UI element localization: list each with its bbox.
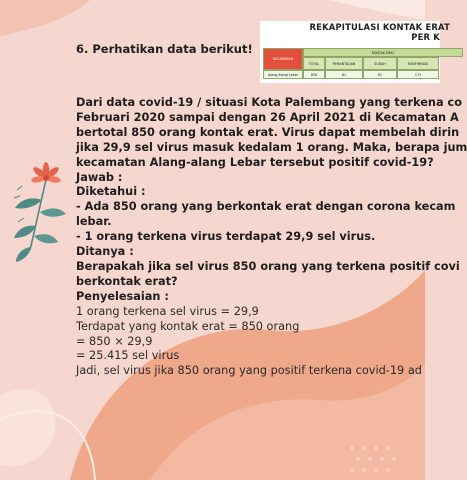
known-line-1a: - Ada 850 orang yang berkontak erat dengan corona kecam: [76, 200, 456, 214]
jawab-label: Jawab :: [76, 170, 123, 184]
body-line-1: Dari data covid-19 / situasi Kota Palembang yang terkena co: [76, 96, 462, 109]
question-title: 6. Perhatikan data berikut!: [76, 42, 253, 56]
recap-table-title: [260, 22, 450, 42]
solution-line-4: = 25.415 sel virus: [76, 349, 180, 363]
recap-title-line1: REKAPITULASI KONTAK ERAT: [309, 22, 450, 32]
ask-line-1: Berapakah jika sel virus 850 orang yang terkena positif covi: [76, 259, 460, 273]
body-line-3: bertotal 850 orang kontak erat. Virus dapat membelah dirin: [76, 125, 460, 139]
header-kecamatan: KECAMATAN: [263, 48, 303, 70]
header-sudah: SUDAH: [363, 57, 397, 70]
header-total: TOTAL: [303, 57, 325, 70]
row-kecamatan: Alang-Alang Lebar: [263, 70, 303, 79]
recap-data-table: [263, 48, 463, 82]
penyelesaian-label: Penyelesaian :: [76, 289, 169, 303]
header-kontak-erat: KONTAK ERAT: [303, 48, 463, 57]
row-total: 850: [303, 70, 325, 79]
header-konfirmasi: KONFIRMASI: [397, 57, 439, 70]
solution-line-1: 1 orang terkena sel virus = 29,9: [76, 304, 259, 318]
row-sudah: 81: [363, 70, 397, 79]
body-line-5: kecamatan Alang-alang Lebar tersebut positif covid-19?: [76, 155, 434, 169]
recap-title-line2: PER K: [411, 32, 440, 42]
ask-line-2: berkontak erat?: [76, 274, 178, 288]
known-line-1b: lebar.: [76, 215, 112, 229]
known-line-2: - 1 orang terkena virus terdapat 29,9 sel virus.: [76, 230, 376, 244]
row-konfirmasi: 173: [397, 70, 439, 79]
body-line-2: Februari 2020 sampai dengan 26 April 2021 di Kecamatan A: [76, 110, 459, 124]
diketahui-label: Diketahui :: [76, 185, 146, 199]
recap-table-image: [260, 21, 450, 83]
body-line-4: jika 29,9 sel virus masuk kedalam 1 orang. Maka, berapa jum: [76, 140, 467, 154]
ditanya-label: Ditanya :: [76, 245, 134, 259]
solution-line-3: = 850 × 29,9: [76, 334, 153, 348]
header-pemantauan: PEMANTAUAN: [325, 57, 363, 70]
question-body: [76, 96, 467, 379]
solution-line-2: Terdapat yang kontak erat = 850 orang: [76, 319, 300, 333]
row-pemantauan: 61: [325, 70, 363, 79]
solution-line-5: Jadi, sel virus jika 850 orang yang positif terkena covid-19 ad: [76, 364, 422, 378]
